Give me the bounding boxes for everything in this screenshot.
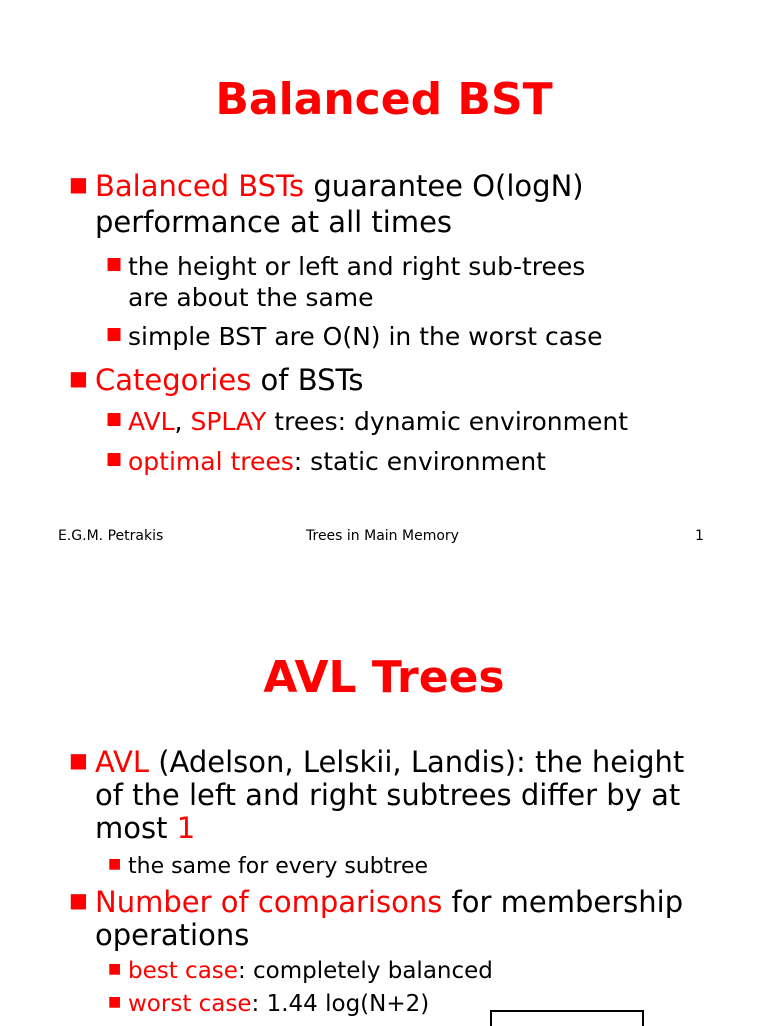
bullet-marker: ■	[108, 961, 122, 977]
sub-bullet-height: ■ the height or left and right sub-trees are about the same	[128, 251, 585, 313]
bullet-avl-definition: ■ AVL (Adelson, Lelskii, Landis): the height of the left and right subtrees differ by at most 1	[69, 745, 685, 845]
bullet-marker: ■	[106, 449, 123, 469]
footer-course: Trees in Main Memory	[306, 528, 459, 544]
bullet-marker: ■	[69, 172, 88, 196]
slide-2-title: AVL Trees	[263, 652, 505, 703]
bullet-marker: ■	[69, 888, 88, 912]
bullet-marker: ■	[106, 409, 123, 429]
sub-bullet-best-case: ■ best case: completely balanced	[128, 956, 493, 987]
bullet-marker: ■	[106, 324, 123, 344]
footer-author: E.G.M. Petrakis	[58, 528, 164, 544]
bullet-categories: ■ Categories of BSTs	[95, 362, 364, 398]
sub-bullet-worst-case: ■ worst case: 1.44 log(N+2)	[128, 989, 429, 1020]
slide-1-title: Balanced BST	[215, 74, 553, 125]
bullet-marker: ■	[108, 994, 122, 1010]
bullet-number-of-comparisons: ■ Number of comparisons for membership operations	[69, 885, 684, 952]
bullet-balanced-bsts: ■ Balanced BSTs guarantee O(logN) performance at all times	[95, 168, 584, 240]
bullet-marker: ■	[106, 254, 123, 274]
bullet-marker: ■	[69, 366, 88, 390]
sub-bullet-every-subtree: ■ the same for every subtree	[128, 851, 428, 882]
sub-bullet-avl-splay: ■ AVL, SPLAY trees: dynamic environment	[128, 406, 628, 437]
sub-bullet-optimal-trees: ■ optimal trees: static environment	[128, 446, 546, 477]
sub-bullet-simple-bst: ■ simple BST are O(N) in the worst case	[128, 321, 602, 352]
footer-page-number: 1	[695, 528, 704, 544]
bullet-marker: ■	[108, 856, 122, 872]
slide-1-footer	[0, 528, 768, 548]
bullet-marker: ■	[69, 748, 88, 772]
